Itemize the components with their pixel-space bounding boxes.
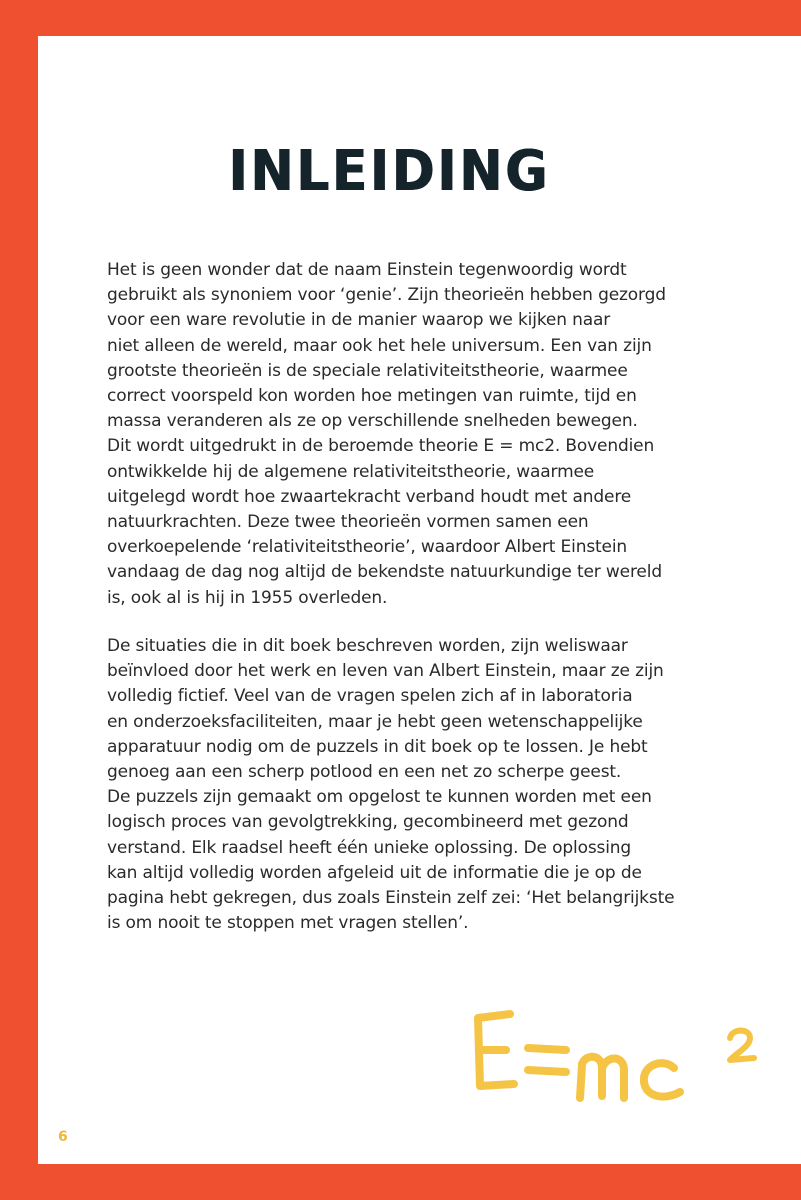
page-title: INLEIDING (228, 139, 551, 204)
page-number: 6 (58, 1129, 68, 1145)
book-page (38, 36, 801, 1164)
paragraph-1: Het is geen wonder dat de naam Einstein tegenwoordig wordt gebruikt als synoniem voor ‘genie’. Zijn theorieën hebben gezorgd voor een ware revolutie in de manier waarop we kijken naar niet alleen de wereld, maar ook het hele universum. Een van zijn grootste theorieën is de speciale relativiteitstheorie, waarmee correct voorspeld kon worden hoe metingen van ruimte, tijd en massa veranderen als ze op verschillende snelheden bewegen. Dit wordt uitgedrukt in de beroemde theorie E = mc2. Bovendien ontwikkelde hij de algemene relativiteitstheorie, waarmee uitgelegd wordt hoe zwaartekracht verband houdt met andere natuurkrachten. Deze twee theorieën vormen samen een overkoepelende ‘relativiteitstheorie’, waardoor Albert Einstein vandaag de dag nog altijd de bekendste natuurkundige ter wereld is, ook al is hij in 1955 overleden. (107, 260, 666, 608)
paragraph-2: De situaties die in dit boek beschreven worden, zijn weliswaar beïnvloed door het werk en leven van Albert Einstein, maar ze zijn volledig fictief. Veel van de vragen spelen zich af in laboratoria en onderzoeksfaciliteiten, maar je hebt geen wetenschappelijke apparatuur nodig om de puzzels in dit boek op te lossen. Je hebt genoeg aan een scherp potlood en een net zo scherpe geest. De puzzels zijn gemaakt om opgelost te kunnen worden met een logisch proces van gevolgtrekking, gecombineerd met gezond verstand. Elk raadsel heeft één unieke oplossing. De oplossing kan altijd volledig worden afgeleid uit de informatie die je op de pagina hebt gekregen, dus zoals Einstein zelf zei: ‘Het belangrijkste is om nooit te stoppen met vragen stellen’. (107, 636, 675, 934)
formula-illustration (468, 998, 758, 1108)
